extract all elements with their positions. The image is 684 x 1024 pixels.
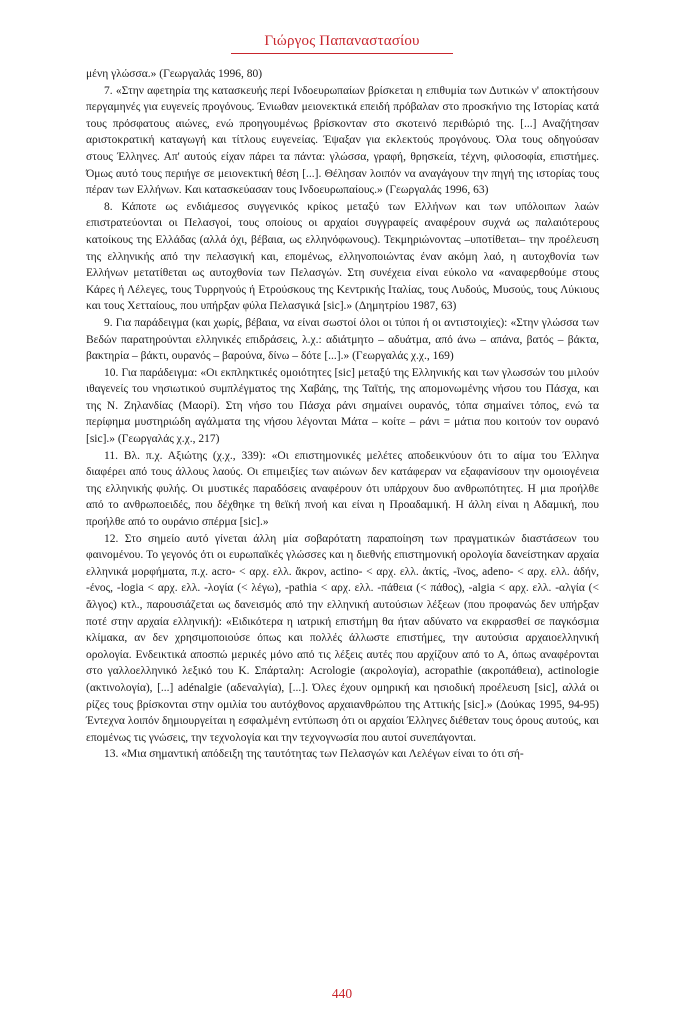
note-12: 12. Στο σημείο αυτό γίνεται άλλη μία σοβαρότατη παραποίηση των πραγματικών διαστάσεων του φαινομένου. Το γεγονός ότι οι ευρωπαϊκές γλώσσες και η διεθνής επιστημονική ορολογία δανείστηκαν αρχαία ελληνικά μορφήματα, π.χ. acro- < αρχ. ελλ. ἄκρον, actino- < αρχ. ελλ. ἀκτίς, -ῖνος, adeno- < αρχ. ελλ. ἀδήν, -ένος, -logia < αρχ. ελλ. -λογία (< λέγω), -pathia < αρχ. ελλ. -πάθεια (< πάθος), -algia < αρχ. ελλ. -αλγία (< ἄλγος) κτλ., παρουσιάζεται ως δανεισμός από την ελληνική αυτούσιων λέξεων (που προφανώς δεν υπήρξαν ποτέ στην αρχαία ελληνική): «Ειδικότερα η ιατρική επιστήμη θα ήταν αδύνατο να εκφρασθεί σε παγκόσμια κλίμακα, αν δεν χρησιμοποιούσε όπως και πολλές άλλωστε επιστήμες, την αυτούσια αρχαιοελληνική ορολογία. Ενδεικτικά αποσπώ μερικές μόνο από τις λέξεις αυτές που αρχίζουν από το Α, όπως αναφέρονται στο γαλλοελληνικό λεξικό του Κ. Σπάρταλη: Acrologie (ακρολογία), acropathie (ακροπάθεια), actinologie (ακτινολογία), [...] adénalgie (αδεναλγία), [...]. Όλες έχουν ομηρική και ησιοδική προέλευση [sic], αλλά οι ρίζες τους βρίσκονται στην ομιλία του αυτόχθονος αρχαιανθρώπου της Αττικής [sic].» (Δούκας 1995, 94-95) Έντεχνα λοιπόν δημιουργείται η εσφαλμένη εντύπωση ότι οι αρχαίοι Έλληνες διέθεταν τους όρους αυτούς, και επομένως τις γνώσεις, την τεχνολογία και την τεχνογνωσία που αυτοί συνεπάγονται. (86, 532, 599, 744)
note-9: 9. Για παράδειγμα (και χωρίς, βέβαια, να είναι σωστοί όλοι οι τύποι ή οι αντιστοιχίες): «Στην γλώσσα των Βεδών παρατηρούνται ελληνικές επιδράσεις, λ.χ.: αδιάτμητο – αδυάτμα, από άνω – απάνα, βατός – βάκτα, βακτηρία – βάκτι, ουρανός – βαρούνα, δίνω – δότε [...].» (Γεωργαλάς χ.χ., 169) (86, 316, 599, 363)
note-8: 8. Κάποτε ως ενδιάμεσος συγγενικός κρίκος μεταξύ των Ελλήνων και των υπόλοιπων λαών επιστρατεύονται οι Πελασγοί, τους οποίους οι αρχαίοι συγγραφείς αναφέρουν συχνά ως παλαιότερους κατοίκους της Ελλάδας (αλλά όχι, βέβαια, ως ελληνόφωνους). Τεκμηριώνοντας –υποτίθεται– την προέλευση της ελληνικής από την πελασγική και, επομένως, ελληνοποιώντας έναν ακόμη λαό, η αυτοχθονία των Ελλήνων μετατίθεται ως αυτοχθονία των Πελασγών. Στη συνέχεια είναι εύκολο να «αναφερθούμε στους Κάρες ή Λέλεγες, τους Τυρρηνούς ή Ετρούσκους της Κεντρικής Ιταλίας, τους Λυδούς, Μυσούς, τους Λύκιους και τους Χετταίους, που υπήρξαν φύλα Πελασγικά [sic].» (Δημητρίου 1987, 63) (86, 200, 599, 313)
header-underline (231, 53, 453, 54)
note-continuation: μένη γλώσσα.» (Γεωργαλάς 1996, 80) (86, 68, 263, 80)
running-header (0, 33, 684, 54)
note-13: 13. «Μια σημαντική απόδειξη της ταυτότητας των Πελασγών και Λελέγων είναι το ότι σή- (104, 748, 524, 761)
page-number: 440 (331, 986, 353, 1001)
note-7: 7. «Στην αφετηρία της κατασκευής περί Ινδοευρωπαίων βρίσκεται η επιθυμία των Δυτικών ν' αποκτήσουν περγαμηνές για ευγενείς προγόνους. Ένιωθαν μειονεκτικά επειδή πρόβαλαν στο προσκήνιο της Ιστορίας κατά τους πρόσφατους αιώνες, ενώ προηγουμένως βρίσκονταν στο σκοτεινό περιθώριό της. [...] Αναζήτησαν αριστοκρατική καταγωγή και τίτλους ευγενείας. Έψαξαν για εκλεκτούς προγόνους. Όλα τους οδηγούσαν στους Έλληνες. Απ' αυτούς είχαν πάρει τα πάντα: γλώσσα, γραφή, θρησκεία, τέχνη, φιλοσοφία, επιστήμες. Όμως αυτό τους περιήγε σε μειονεκτική θέση [...]. Θέλησαν λοιπόν να αναγάγουν την πηγή της ιστορίας τους πέραν των Ελλήνων. Και κατασκεύασαν τους Ινδοευρωπαίους.» (Γεωργαλάς 1996, 63) (86, 84, 599, 197)
note-11: 11. Βλ. π.χ. Αξιώτης (χ.χ., 339): «Οι επιστημονικές μελέτες αποδεικνύουν ότι το αίμα του Έλληνα διαφέρει από τους άλλους λαούς. Οι επιμειξίες των αιώνων δεν κατάφεραν να εξαφανίσουν την ομοιογένεια της ελληνικής φυλής. Οι μυστικές παραδόσεις αναφέρουν ότι υπάρχουν δυο ανθρωπότητες. Η μια προήλθε από το ανθρωποειδές, που δέχθηκε τη θεϊκή πνοή και είναι η Προαδαμική. Η άλλη είναι η Αδαμική, που προήλθε από το ουράνιο σπέρμα [sic].» (86, 449, 599, 529)
running-header-title: Γιώργος Παπαναστασίου (264, 33, 420, 49)
note-10: 10. Για παράδειγμα: «Οι εκπληκτικές ομοιότητες [sic] μεταξύ της Ελληνικής και των γλωσσών του μιλούν ιθαγενείς του νησιωτικού συμπλέγματος της Χαβάης, της Ταϊτής, της απομονωμένης νήσου του Πάσχα, και της Ν. Ζηλανδίας (Μαορί). Στη νήσο του Πάσχα ράνι σημαίνει ουρανός, τόπα σημαίνει τόπος, ενώ τα περίφημα μυστηριώδη αγάλματα της νήσου λέγονται Μάτα – κοίτε – ράνι = μάτια που κοιτούν τον ουρανό [sic].» (Γεωργαλάς χ.χ., 217) (86, 366, 599, 446)
notes-text (86, 66, 599, 763)
